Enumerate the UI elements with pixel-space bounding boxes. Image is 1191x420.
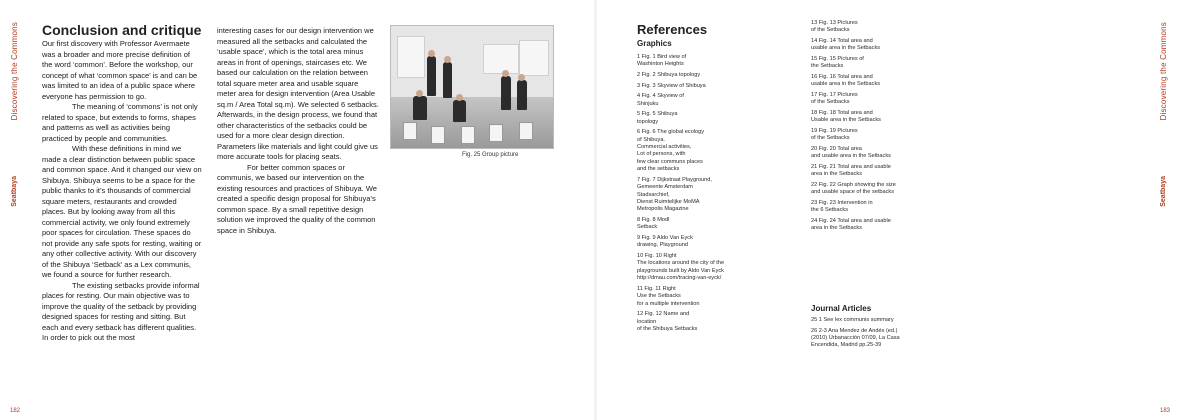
photo-person	[453, 100, 466, 122]
reference-item: 20 Fig. 20 Total area and usable area in the Setbacks	[811, 146, 891, 160]
graphics-list-2	[811, 20, 961, 236]
reference-item: 12 Fig. 12 Name and location of the Shibuya Setbacks	[637, 311, 698, 333]
paragraph: The meaning of ‘commons’ is not only related to space, but extends to forms, shapes and patterns as well as activities being practiced by people and communities.	[42, 102, 198, 143]
journal-list	[811, 317, 961, 353]
paragraph: interesting cases for our design intervention we measured all the setbacks and calculated the ‘usable space’, which is the total area minus areas in front of openings, staircases etc. We based our calculation on the relation between total square meter area and usable square meter area for design intervention (Area Usable sq.m / Area Total sq.m). We selected 6 setbacks. Afterwards, in the design process, we found that other characteristics of the setbacks could be used for a more clear design direction. Parameters like materials and light could give us more accurate tools for placing seats.	[217, 26, 379, 161]
reference-item: 6 Fig. 6 The global ecology of Shibuya. Commercial activities, Lot of persons, with few clear communs places and the setbacks	[637, 129, 705, 173]
reference-item: 25 1 See lex communis summary	[811, 317, 894, 323]
running-title: Discovering the Commons	[1159, 22, 1168, 121]
photo-person	[413, 96, 427, 120]
reference-item: 23 Fig. 23 Intervention in the 6 Setbacks	[811, 200, 873, 214]
reference-item: 18 Fig. 18 Total area and Usable area in the Setbacks	[811, 110, 881, 124]
photo-panel	[397, 36, 425, 78]
paragraph: For better common spaces or communis, we based our intervention on the existing resources and practices of Shibuya. We created a specific design proposal for Shibuya’s common space. By a small repetitive design solution we improved the quality of the common space in Shibuya.	[217, 162, 377, 235]
text-column-2	[217, 26, 379, 236]
graphics-list-1	[637, 54, 787, 337]
section-label: Seatbaya	[1160, 176, 1167, 207]
reference-item: 1 Fig. 1 Bird view of Washinton Heights	[637, 54, 687, 68]
photo-chair	[431, 126, 445, 144]
reference-item: 14 Fig. 14 Total area and usable area in the Setbacks	[811, 38, 881, 52]
text-column-1	[42, 39, 202, 344]
reference-item: 7 Fig. 7 Dijkstraat Playground, Gemeente Amsterdam Stadsarchief, Dienst Ruimtelijke MoMA Metropolis Magazine	[637, 176, 712, 213]
photo-person	[501, 76, 511, 110]
page-number: 183	[1160, 408, 1171, 414]
page-title: Conclusion and critique	[42, 22, 202, 38]
left-page	[0, 0, 594, 420]
reference-item: 2 Fig. 2 Shibuya topology	[637, 72, 701, 78]
photo-chair	[461, 126, 475, 144]
reference-item: 21 Fig. 21 Total area and usable area in the Setbacks	[811, 164, 891, 178]
reference-item: 8 Fig. 8 Modl Setback	[637, 217, 670, 231]
reference-item: 15 Fig. 15 Pictures of the Setbacks	[811, 56, 864, 70]
running-title: Discovering the Commons	[10, 22, 19, 121]
photo-person-head	[416, 90, 423, 97]
reference-item: 19 Fig. 19 Pictures of the Setbacks	[811, 128, 858, 142]
photo-person-head	[456, 94, 463, 101]
graphics-heading: Graphics	[637, 39, 672, 48]
reference-item: 16 Fig. 16 Total area and usable area in the Setbacks	[811, 74, 881, 88]
reference-item: 5 Fig. 5 Shibuya topology	[637, 111, 678, 125]
photo-person-head	[444, 56, 451, 63]
photo-person-head	[428, 50, 435, 57]
reference-item: 9 Fig. 9 Aldo Van Eyck drawing, Playground	[637, 235, 693, 249]
reference-item: 17 Fig. 17 Pictures of the Setbacks	[811, 92, 858, 106]
reference-item: 11 Fig. 11 Right Use the Setbacks for a multiple intervention	[637, 285, 700, 307]
photo-person-head	[518, 74, 525, 81]
photo-chair	[519, 122, 533, 140]
page-title: References	[637, 22, 708, 37]
photo-person-head	[502, 70, 509, 77]
photo-person	[427, 56, 436, 96]
group-photo	[390, 25, 554, 149]
photo-person	[443, 62, 452, 98]
reference-item: 4 Fig. 4 Skyview of Shinjuku	[637, 93, 684, 107]
section-label: Seatbaya	[11, 176, 18, 207]
photo-chair	[403, 122, 417, 140]
photo-panel	[483, 44, 519, 74]
reference-item: 10 Fig. 10 Right The locations around the city of the playgrounds built by Aldo Van Eyck http://dmau.com/tracing-van-eyck/	[637, 253, 725, 282]
photo-chair	[489, 124, 503, 142]
reference-item: 26 2-3 Ana Mendez de Andés (ed.) (2010) Urbanacción 07/09, La Casa Encendida, Madrid pp.25-39	[811, 327, 900, 349]
journal-heading: Journal Articles	[811, 304, 872, 313]
reference-item: 13 Fig. 13 Pictures of the Setbacks	[811, 20, 858, 34]
reference-item: 24 Fig. 24 Total area and usable area in the Setbacks	[811, 218, 891, 232]
paragraph: With these definitions in mind we made a clear distinction between public space and common space. And it changed our view on Shibuya. Shibuya seems to be a space for the public thanks to it’s thousands of commercial square meters, restaurants and crowded places. But by looking away from all this commercial activity, we only found extremely poor spaces for circulation. These spaces do not provide any safe spots for resting, waiting or any other collective activity. With our discovery of the Shibuya ‘Setback’ as a Lex communis, we found a source for further research.	[42, 144, 202, 279]
paragraph: Our first discovery with Professor Avermaete was a broader and more precise definition of the word ‘common’. Before the workshop, our concept of what ‘common space’ is and can be was limited to an idea of a public space where everyone has permission to go.	[42, 39, 198, 101]
page-number: 182	[10, 408, 21, 414]
photo-person	[517, 80, 527, 110]
reference-item: 3 Fig. 3 Skyview of Shibuya	[637, 82, 706, 89]
photo-caption: Fig. 25 Group picture	[462, 152, 519, 158]
reference-item: 22 Fig. 22 Graph showing the size and usable space of the setbacks	[811, 182, 896, 196]
photo-panel	[519, 40, 549, 76]
paragraph: The existing setbacks provide informal places for resting. Our main objective was to improve the quality of the setback by providing designed spaces for resting and sitting. But each and every setback has different qualities. In order to pick out the most	[42, 280, 200, 342]
right-page	[597, 0, 1191, 420]
